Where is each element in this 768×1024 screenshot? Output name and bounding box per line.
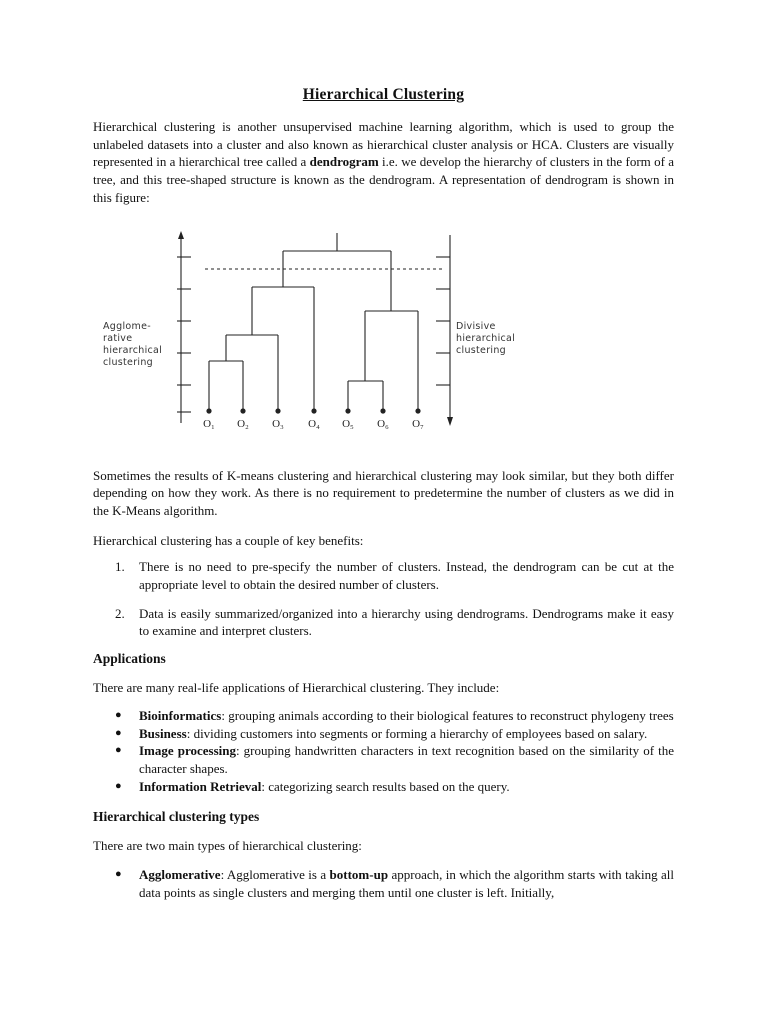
right-label-3: clustering xyxy=(456,344,506,356)
leaf-label-5: O₅ xyxy=(342,417,354,430)
list-term: Image processing xyxy=(139,743,236,759)
leaf-label-2: O₂ xyxy=(237,417,249,430)
list-text: : categorizing search results based on the query. xyxy=(261,778,510,794)
left-label-3: hierarchical xyxy=(103,344,163,356)
bullet-icon: ● xyxy=(115,708,122,721)
leaf-dots xyxy=(206,408,420,413)
dendrogram-svg xyxy=(93,227,674,447)
list-number: 2. xyxy=(115,605,125,621)
list-text: approach, in which the algorithm starts with taking all data points as single clusters and merging them until one cluster is left. Initially, xyxy=(139,867,674,900)
list-bold: bottom-up xyxy=(329,867,389,883)
list-text: Data is easily summarized/organized into a hierarchy using dendrograms. Dendrograms make it easy to examine and interpret clusters. xyxy=(139,605,674,639)
leaf-label-3: O₃ xyxy=(272,417,284,430)
list-item xyxy=(93,725,674,743)
benefits-intro: Hierarchical clustering has a couple of key benefits: xyxy=(93,532,364,548)
dendrogram-figure xyxy=(93,227,674,447)
list-term: Agglomerative xyxy=(139,867,221,883)
kmeans-comparison-paragraph: Sometimes the results of K-means clustering and hierarchical clustering may look similar, but they both differ depending on how they work. As there is no requirement to predetermine the number of clusters as we did in the K-Means algorithm. xyxy=(93,467,674,518)
list-item xyxy=(93,778,674,796)
list-term: Business xyxy=(139,725,187,741)
types-heading: Hierarchical clustering types xyxy=(93,809,260,825)
intro-paragraph xyxy=(93,118,674,207)
intro-text-2: i.e. we develop the hierarchy of clusters in the form of a tree, and this tree-shaped structure is known as the dendrogram. A representation of dendrogram is shown in this figure: xyxy=(93,154,675,205)
list-item xyxy=(93,707,674,725)
applications-intro: There are many real-life applications of Hierarchical clustering. They include: xyxy=(93,680,500,696)
bullet-icon: ● xyxy=(115,744,122,757)
list-item xyxy=(93,742,674,777)
list-number: 1. xyxy=(115,559,125,575)
list-item xyxy=(93,866,674,901)
list-text: : grouping animals according to their biological features to reconstruct phylogeny trees xyxy=(221,707,674,723)
types-intro: There are two main types of hierarchical clustering: xyxy=(93,838,362,854)
list-text: : Agglomerative is a xyxy=(220,867,330,883)
bullet-icon: ● xyxy=(115,726,122,739)
right-axis-arrow xyxy=(447,417,453,426)
right-label-1: Divisive xyxy=(456,320,496,332)
applications-list xyxy=(93,707,674,796)
list-term: Bioinformatics xyxy=(139,707,222,723)
list-text: There is no need to pre-specify the number of clusters. Instead, the dendrogram can be cut at the appropriate level to obtain the desired number of clusters. xyxy=(139,559,674,593)
page-title: Hierarchical Clustering xyxy=(302,86,465,103)
bullet-icon: ● xyxy=(115,779,122,792)
left-label-1: Agglome- xyxy=(103,320,151,332)
leaf-label-4: O₄ xyxy=(308,417,320,430)
intro-bold-term: dendrogram xyxy=(309,154,379,170)
leaf-label-7: O₇ xyxy=(412,417,424,430)
list-term: Information Retrieval xyxy=(139,778,262,794)
types-list xyxy=(93,866,674,901)
list-item xyxy=(93,558,674,593)
bullet-icon: ● xyxy=(115,868,122,881)
list-text: : grouping handwritten characters in text recognition based on the similarity of the character shapes. xyxy=(139,743,674,776)
list-text: : dividing customers into segments or forming a hierarchy of employees based on salary. xyxy=(186,725,648,741)
list-item xyxy=(93,605,674,640)
left-label-2: rative xyxy=(103,332,133,344)
leaf-label-1: O₁ xyxy=(203,417,215,430)
intro-text-1: Hierarchical clustering is another unsupervised machine learning algorithm, which is used to group the unlabeled datasets into a cluster and also known as hierarchical cluster analysis or HCA. Clusters are visually represented in a hierarchical tree called a xyxy=(93,119,674,170)
left-axis-arrow xyxy=(178,231,184,239)
right-label-2: hierarchical xyxy=(456,332,516,344)
left-label-4: clustering xyxy=(103,356,153,368)
applications-heading: Applications xyxy=(93,651,166,667)
benefits-list xyxy=(93,558,674,640)
document-page xyxy=(93,86,674,901)
leaf-label-6: O₆ xyxy=(377,417,389,430)
